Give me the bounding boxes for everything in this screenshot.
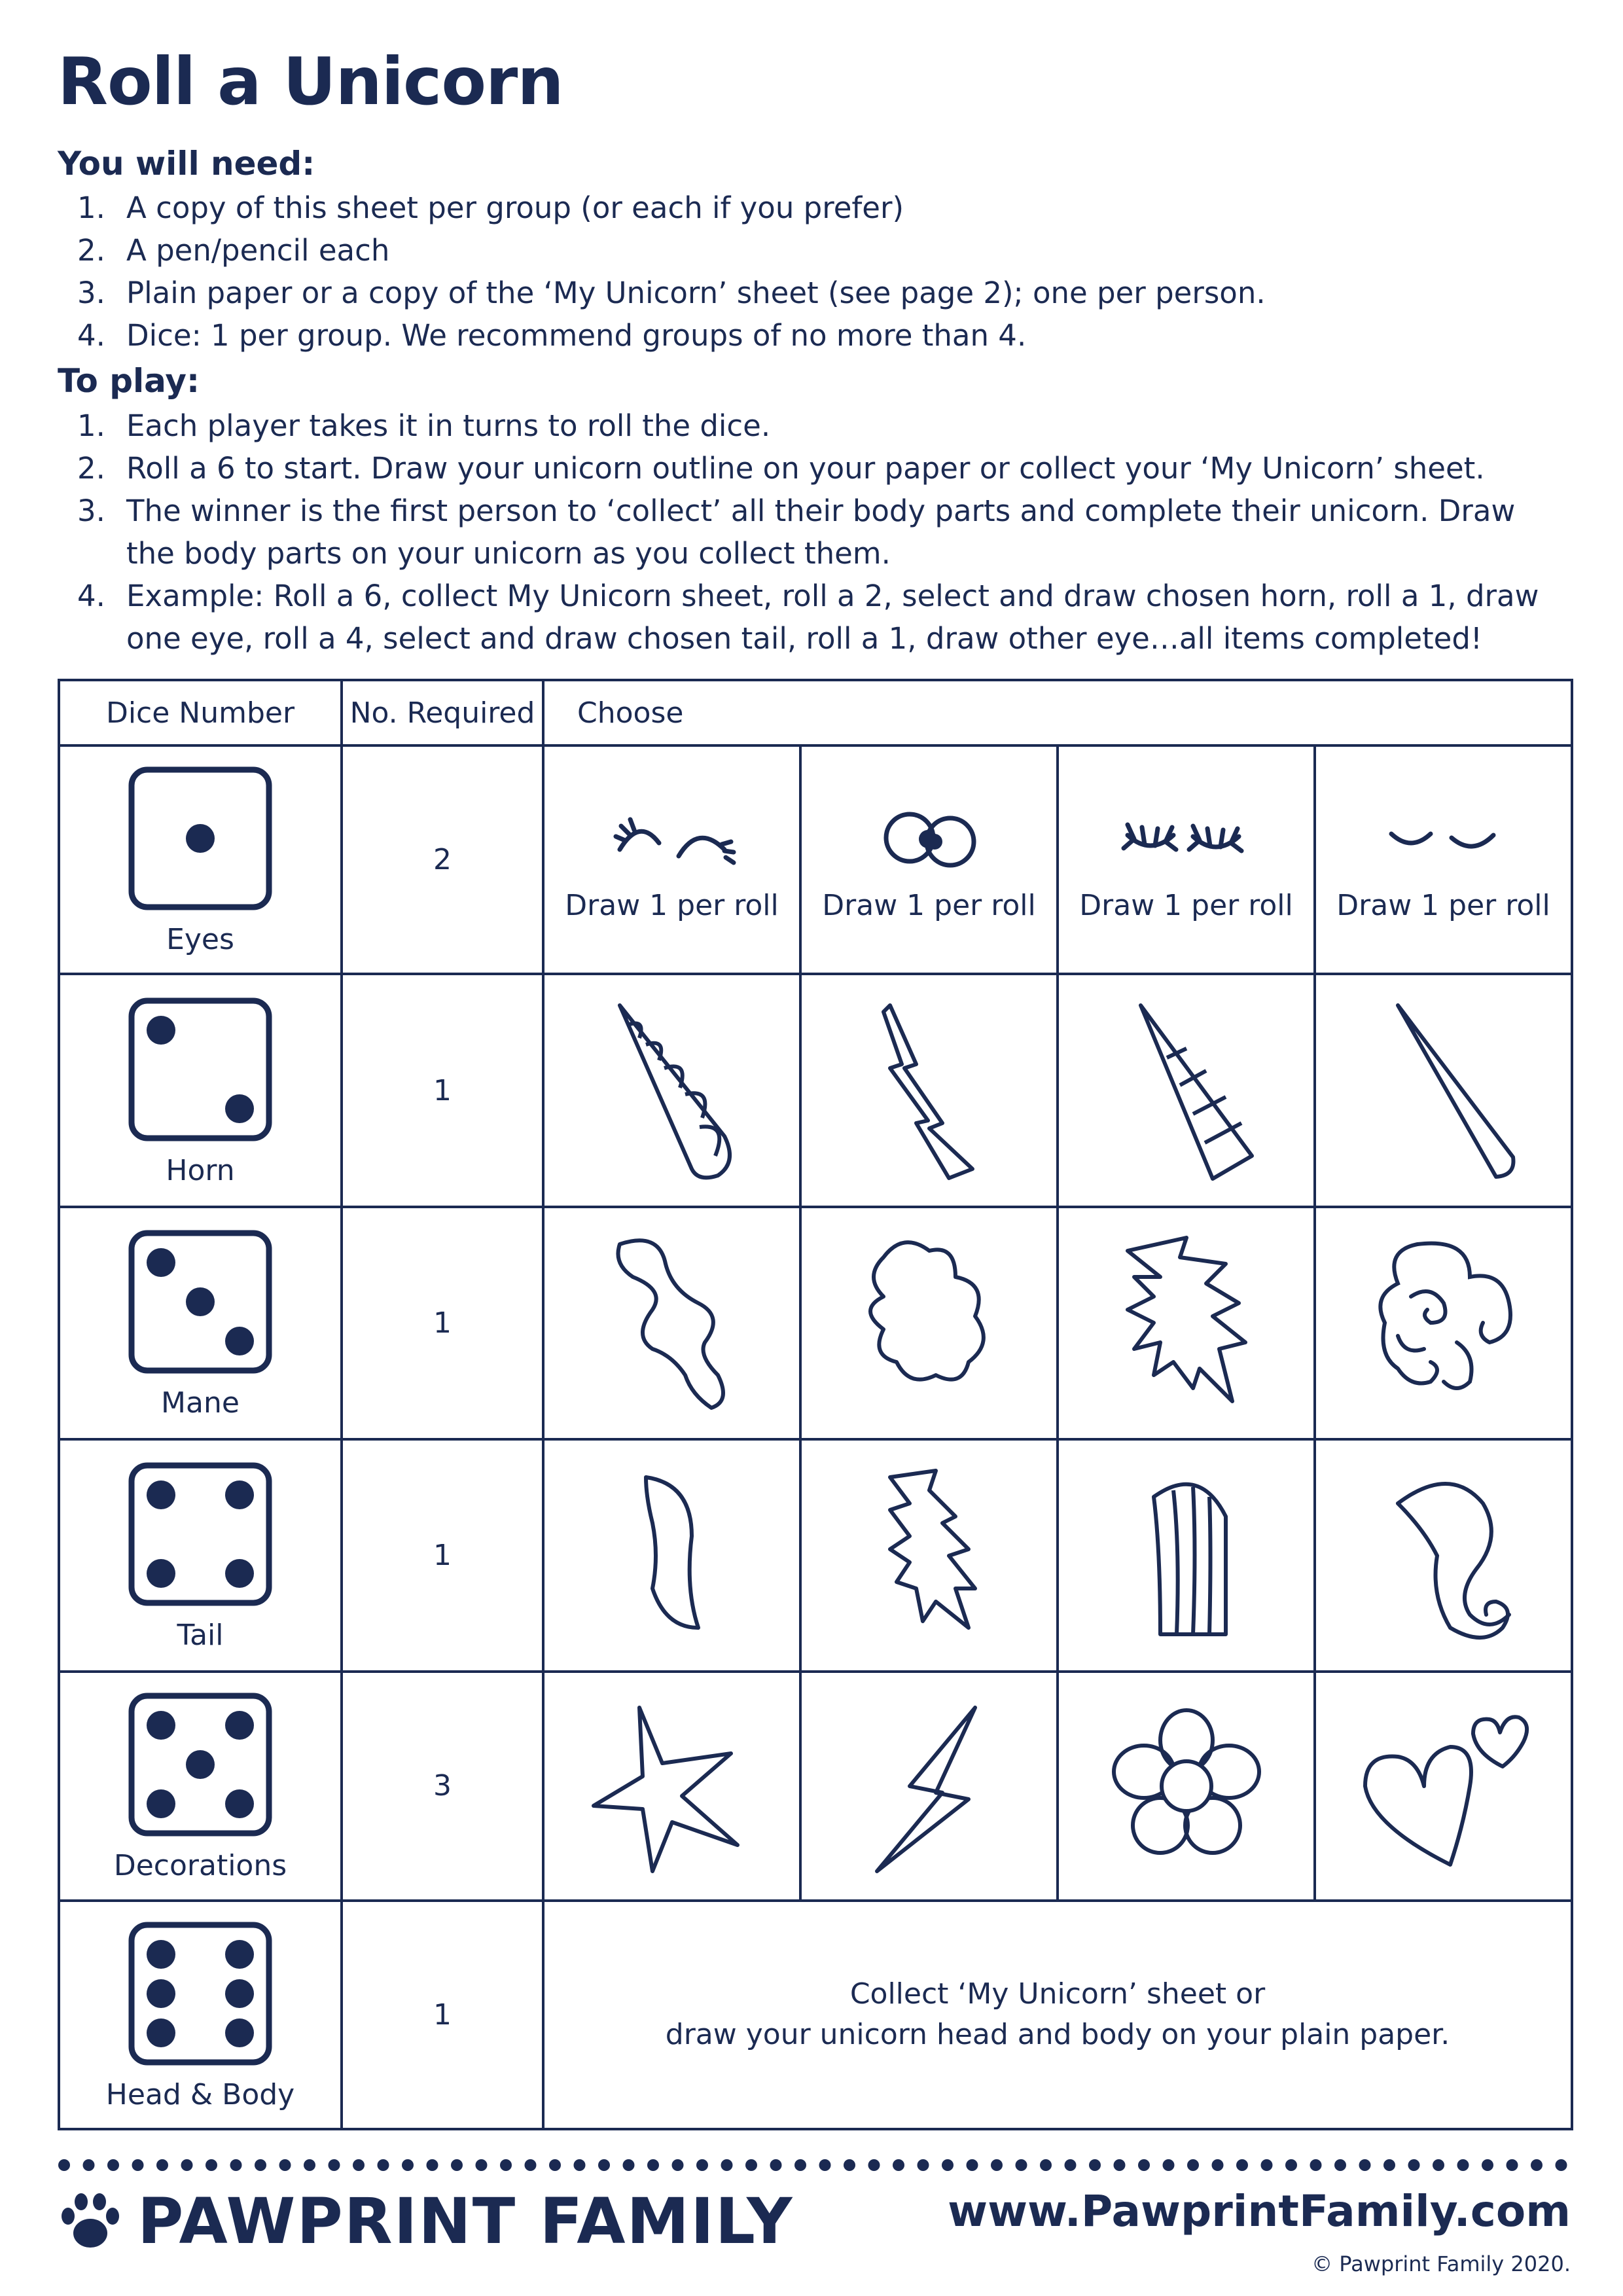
dice-three-icon bbox=[125, 1227, 276, 1377]
option-caption: Draw 1 per roll bbox=[1079, 889, 1293, 923]
dice-two-icon bbox=[125, 994, 276, 1145]
dice-six-icon bbox=[125, 1918, 276, 2069]
option-cell bbox=[1315, 1439, 1572, 1672]
list-item: 2. Roll a 6 to start. Draw your unicorn outline on your paper or collect your ‘My Unicorn’ sheet. bbox=[77, 451, 1485, 486]
note-line: Collect ‘My Unicorn’ sheet or bbox=[849, 1977, 1266, 2011]
required-count: 1 bbox=[342, 1207, 543, 1439]
divider-dot bbox=[427, 2159, 438, 2171]
divider-dot bbox=[844, 2159, 855, 2171]
divider-dot bbox=[329, 2159, 340, 2171]
divider-dot bbox=[1556, 2159, 1567, 2171]
row-label: Head & Body bbox=[105, 2077, 295, 2111]
divider-dot bbox=[476, 2159, 488, 2171]
table-row bbox=[59, 1439, 1572, 1672]
required-count: 1 bbox=[342, 1439, 543, 1672]
divider-dot bbox=[1163, 2159, 1175, 2171]
table-row bbox=[59, 745, 1572, 974]
list-item: 2. A pen/pencil each bbox=[77, 233, 390, 268]
row-label: Tail bbox=[177, 1619, 224, 1653]
option-cell bbox=[800, 1207, 1058, 1439]
dice-cell bbox=[59, 974, 342, 1206]
option-cell bbox=[1058, 1439, 1315, 1672]
divider-dot bbox=[819, 2159, 831, 2171]
table-row bbox=[59, 1672, 1572, 1900]
divider-dot bbox=[304, 2159, 315, 2171]
copyright-notice: © Pawprint Family 2020. bbox=[1311, 2251, 1571, 2276]
mane-wavy-icon bbox=[587, 1225, 757, 1421]
star-icon bbox=[580, 1695, 764, 1878]
divider-dot bbox=[770, 2159, 782, 2171]
divider-dot bbox=[58, 2159, 70, 2171]
option-cell bbox=[1315, 1672, 1572, 1900]
option-caption: Draw 1 per roll bbox=[565, 889, 779, 923]
divider-dot bbox=[255, 2159, 266, 2171]
divider-dot bbox=[868, 2159, 880, 2171]
header-choose: Choose bbox=[543, 680, 1572, 745]
list-item: 1. A copy of this sheet per group (or each if you prefer) bbox=[77, 190, 904, 225]
option-caption: Draw 1 per roll bbox=[822, 889, 1036, 923]
divider-dot bbox=[230, 2159, 242, 2171]
required-count: 1 bbox=[342, 1901, 543, 2129]
horn-plain-icon bbox=[1359, 992, 1529, 1189]
divider-dot bbox=[1359, 2159, 1371, 2171]
divider-dot bbox=[918, 2159, 929, 2171]
divider-dot bbox=[1212, 2159, 1224, 2171]
list-item: 3. Plain paper or a copy of the ‘My Unicorn’ sheet (see page 2); one per person. bbox=[77, 276, 1266, 310]
divider-dot bbox=[205, 2159, 217, 2171]
table-row bbox=[59, 1901, 1572, 2129]
horn-lightning-icon bbox=[844, 992, 1014, 1189]
divider-dot bbox=[893, 2159, 904, 2171]
mane-spiky-icon bbox=[1101, 1225, 1272, 1421]
divider-dot bbox=[647, 2159, 659, 2171]
tail-spiky-icon bbox=[844, 1458, 1014, 1654]
option-cell bbox=[1315, 974, 1572, 1206]
divider-dot bbox=[1531, 2159, 1543, 2171]
option-cell bbox=[543, 1207, 800, 1439]
divider-dot bbox=[1433, 2159, 1444, 2171]
divider-dot bbox=[1261, 2159, 1273, 2171]
eyes-curly-lashes-icon bbox=[594, 797, 751, 876]
dice-cell bbox=[59, 745, 342, 974]
option-cell bbox=[1058, 1672, 1315, 1900]
divider-dot bbox=[1334, 2159, 1346, 2171]
table-row bbox=[59, 1207, 1572, 1439]
divider-dot bbox=[279, 2159, 291, 2171]
divider-dot bbox=[1482, 2159, 1493, 2171]
page-title: Roll a Unicorn bbox=[58, 43, 563, 120]
play-list bbox=[58, 404, 1563, 660]
dice-four-icon bbox=[125, 1459, 276, 1609]
divider-dot bbox=[1187, 2159, 1199, 2171]
row-label: Eyes bbox=[166, 923, 234, 957]
option-cell bbox=[543, 1439, 800, 1672]
option-cell bbox=[543, 745, 800, 974]
dice-cell bbox=[59, 1672, 342, 1900]
divider-dot bbox=[83, 2159, 95, 2171]
flower-icon bbox=[1095, 1695, 1278, 1878]
option-cell bbox=[800, 974, 1058, 1206]
row-label: Decorations bbox=[113, 1849, 287, 1883]
row-label: Mane bbox=[161, 1386, 240, 1420]
option-cell bbox=[543, 1672, 800, 1900]
brand-logo bbox=[58, 2185, 794, 2258]
divider-dot bbox=[991, 2159, 1003, 2171]
divider-dot bbox=[574, 2159, 586, 2171]
website-link[interactable]: www.PawprintFamily.com bbox=[948, 2186, 1571, 2236]
divider-dot bbox=[1089, 2159, 1101, 2171]
divider-dot bbox=[353, 2159, 365, 2171]
tail-rainbow-icon bbox=[1101, 1458, 1272, 1654]
divider-dot bbox=[500, 2159, 512, 2171]
option-cell bbox=[1315, 745, 1572, 974]
row-label: Horn bbox=[166, 1153, 235, 1187]
divider-dot bbox=[598, 2159, 610, 2171]
hearts-icon bbox=[1346, 1695, 1542, 1878]
header-no-required: No. Required bbox=[342, 680, 543, 745]
divider-dot bbox=[107, 2159, 119, 2171]
required-count: 1 bbox=[342, 974, 543, 1206]
option-cell bbox=[800, 1439, 1058, 1672]
tail-curl-icon bbox=[1359, 1458, 1529, 1654]
divider-dot bbox=[1236, 2159, 1248, 2171]
divider-dot bbox=[1408, 2159, 1420, 2171]
mane-cloud-icon bbox=[844, 1225, 1014, 1421]
dotted-divider bbox=[58, 2157, 1571, 2173]
horn-striped-icon bbox=[1101, 992, 1272, 1189]
divider-dot bbox=[1040, 2159, 1052, 2171]
divider-dot bbox=[1065, 2159, 1077, 2171]
roll-table bbox=[58, 679, 1573, 2130]
option-cell bbox=[543, 974, 800, 1206]
divider-dot bbox=[794, 2159, 806, 2171]
eyes-closed-lashes-icon bbox=[1108, 797, 1265, 876]
divider-dot bbox=[1138, 2159, 1150, 2171]
divider-dot bbox=[181, 2159, 193, 2171]
list-item: 4. Dice: 1 per group. We recommend groups of no more than 4. bbox=[77, 318, 1027, 353]
divider-dot bbox=[1114, 2159, 1126, 2171]
option-cell bbox=[800, 745, 1058, 974]
dice-cell bbox=[59, 1207, 342, 1439]
divider-dot bbox=[525, 2159, 537, 2171]
divider-dot bbox=[696, 2159, 708, 2171]
list-item: 1. Each player takes it in turns to roll the dice. bbox=[77, 408, 771, 443]
option-caption: Draw 1 per roll bbox=[1336, 889, 1550, 923]
option-cell bbox=[800, 1672, 1058, 1900]
divider-dot bbox=[549, 2159, 561, 2171]
divider-dot bbox=[402, 2159, 414, 2171]
required-count: 2 bbox=[342, 745, 543, 974]
divider-dot bbox=[942, 2159, 954, 2171]
head-body-note bbox=[543, 1901, 1572, 2129]
option-cell bbox=[1058, 1207, 1315, 1439]
header-dice-number: Dice Number bbox=[59, 680, 342, 745]
divider-dot bbox=[1507, 2159, 1518, 2171]
table-row bbox=[59, 974, 1572, 1206]
dice-cell bbox=[59, 1901, 342, 2129]
horn-spiral-icon bbox=[587, 992, 757, 1189]
tail-swoosh-icon bbox=[587, 1458, 757, 1654]
divider-dot bbox=[451, 2159, 463, 2171]
divider-dot bbox=[672, 2159, 684, 2171]
option-cell bbox=[1058, 974, 1315, 1206]
option-cell bbox=[1315, 1207, 1572, 1439]
required-count: 3 bbox=[342, 1672, 543, 1900]
mane-curly-icon bbox=[1359, 1225, 1529, 1421]
divider-dot bbox=[1016, 2159, 1027, 2171]
dice-cell bbox=[59, 1439, 342, 1672]
divider-dot bbox=[721, 2159, 733, 2171]
divider-dot bbox=[156, 2159, 168, 2171]
divider-dot bbox=[1285, 2159, 1297, 2171]
divider-dot bbox=[967, 2159, 978, 2171]
list-item: 3. The winner is the first person to ‘collect’ all their body parts and complete their unicorn. Draw the body parts on your unicorn as you collect them. bbox=[77, 493, 1516, 571]
brand-name: PAWPRINT FAMILY bbox=[137, 2185, 794, 2258]
eyes-round-googly-icon bbox=[851, 797, 1008, 876]
play-heading: To play: bbox=[58, 362, 200, 400]
divider-dot bbox=[745, 2159, 757, 2171]
list-item: 4. Example: Roll a 6, collect My Unicorn sheet, roll a 2, select and draw chosen horn, roll a 1, draw one eye, roll a 4, select and draw chosen tail, roll a 1, draw other eye…all items completed! bbox=[77, 579, 1539, 656]
dice-five-icon bbox=[125, 1689, 276, 1840]
lightning-bolt-icon bbox=[838, 1695, 1021, 1878]
divider-dot bbox=[1310, 2159, 1322, 2171]
divider-dot bbox=[1457, 2159, 1469, 2171]
table-header-row bbox=[59, 680, 1572, 745]
divider-dot bbox=[132, 2159, 144, 2171]
needs-list bbox=[58, 187, 1563, 357]
dice-one-icon bbox=[125, 763, 276, 914]
divider-dot bbox=[1383, 2159, 1395, 2171]
divider-dot bbox=[378, 2159, 389, 2171]
eyes-sleepy-icon bbox=[1365, 797, 1522, 876]
option-cell bbox=[1058, 745, 1315, 974]
needs-heading: You will need: bbox=[58, 145, 315, 183]
divider-dot bbox=[623, 2159, 635, 2171]
note-line: draw your unicorn head and body on your plain paper. bbox=[665, 2018, 1450, 2052]
paw-print-icon bbox=[58, 2189, 123, 2254]
